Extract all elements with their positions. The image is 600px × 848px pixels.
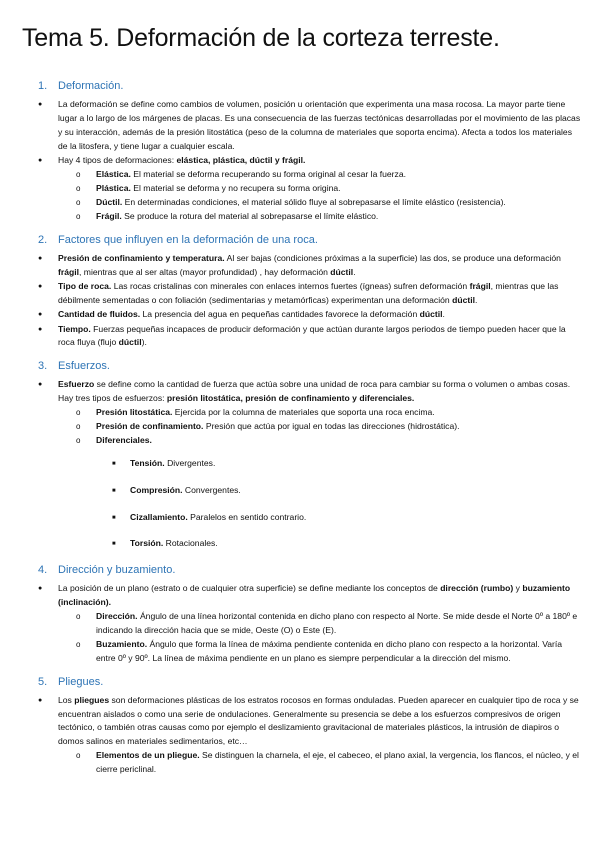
bold-text: dúctil xyxy=(419,308,443,319)
circle-bullet-icon xyxy=(76,182,96,196)
definition: En determinadas condiciones, el material sólido fluye al sobrepasarse el límite elástico (resistencia). xyxy=(122,197,506,208)
bullet-icon xyxy=(38,98,58,154)
text: La presencia del agua en pequeñas cantidades favorece la deformación xyxy=(140,308,420,319)
sub-list-item xyxy=(38,749,583,777)
text: Hay 4 tipos de deformaciones: xyxy=(58,154,177,165)
list-item xyxy=(38,378,583,406)
bullet-icon xyxy=(38,280,58,308)
sub-list-item xyxy=(38,182,583,196)
bold-text: elástica, plástica, dúctil y frágil. xyxy=(176,154,306,165)
circle-bullet-icon xyxy=(76,610,96,638)
text: Las rocas cristalinas con minerales con enlaces internos fuertes (ígneas) sufren deformación xyxy=(111,280,470,291)
circle-bullet-icon xyxy=(76,168,96,182)
circle-bullet-icon xyxy=(76,196,96,210)
text: . xyxy=(475,294,478,305)
section-number: 4. xyxy=(38,564,48,577)
definition: El material se deforma recuperando su forma original al cesar la fuerza. xyxy=(130,169,407,180)
section-title: Esfuerzos. xyxy=(58,360,110,373)
bold-text: frágil xyxy=(58,266,80,277)
section-number: 3. xyxy=(38,360,48,373)
sub-list-item xyxy=(38,610,583,638)
text: Al ser bajas (condiciones próximas a la superficie) las dos, se produce una deformación xyxy=(224,252,561,263)
list-item xyxy=(38,694,583,750)
term: Dirección. xyxy=(96,611,138,622)
term: Presión de confinamiento. xyxy=(96,420,204,431)
section-heading-direccion xyxy=(38,564,583,578)
term: Torsión. xyxy=(130,538,164,549)
section-heading-esfuerzos xyxy=(38,360,583,374)
definition: Rotacionales. xyxy=(163,538,218,549)
bold-text: buzamiento (inclinación). xyxy=(58,583,571,608)
square-bullet-icon xyxy=(112,511,130,527)
list-item xyxy=(38,280,583,308)
bold-text: pliegues xyxy=(74,694,110,705)
term: Frágil. xyxy=(96,211,122,222)
term: Compresión. xyxy=(130,484,183,495)
term: Esfuerzo xyxy=(58,379,95,390)
bold-text: dúctil xyxy=(330,266,354,277)
document-body xyxy=(38,80,583,777)
definition: Divergentes. xyxy=(164,457,216,468)
bullet-icon xyxy=(38,378,58,406)
definition: El material se deforma y no recupera su forma origina. xyxy=(130,183,341,194)
term: Elástica. xyxy=(96,169,131,180)
bold-text: frágil xyxy=(469,280,491,291)
section-heading-pliegues xyxy=(38,676,583,690)
sub-sub-list-item xyxy=(38,537,583,553)
bullet-icon xyxy=(38,323,58,351)
sub-list-item xyxy=(38,168,583,182)
section-heading-factores xyxy=(38,234,583,248)
list-item xyxy=(38,582,583,610)
text: La posición de un plano (estrato o de cualquier otra superficie) se define mediante los conceptos de xyxy=(58,583,441,594)
term: Presión de confinamiento y temperatura. xyxy=(58,252,225,263)
definition: Paralelos en sentido contrario. xyxy=(187,511,307,522)
definition: Presión que actúa por igual en todas las direcciones (hidrostática). xyxy=(203,420,460,431)
definition: Convergentes. xyxy=(182,484,241,495)
bold-text: dúctil xyxy=(452,294,476,305)
list-item xyxy=(38,252,583,280)
circle-bullet-icon xyxy=(76,210,96,224)
section-title: Deformación. xyxy=(58,80,124,92)
section-title: Pliegues. xyxy=(58,675,104,688)
list-item xyxy=(38,323,583,351)
circle-bullet-icon xyxy=(76,434,96,448)
sub-list-item xyxy=(38,420,583,434)
paragraph: La deformación se define como cambios de volumen, posición u orientación que experimenta una masa rocosa. La mayor parte tiene lugar a lo largo de los márgenes de placas. Es una consecuencia de las fuerzas tectónicas desarrolladas por el movimiento de las placas y su interacción, además de la presión litostática (peso de la columna de materiales que soporta encima). Afecta a todos los materiales de la litosfera, y tiene lugar a cualquier escala. xyxy=(58,98,581,151)
text: Fuerzas pequeñas incapaces de producir deformación y que actúan durante largos periodos de tiempo pueden hacer que la roca fluya (flujo xyxy=(58,323,566,348)
sub-list-item xyxy=(38,638,583,666)
term: Cantidad de fluidos. xyxy=(58,308,141,319)
list-item xyxy=(38,98,583,154)
text: ). xyxy=(141,337,147,348)
term: Tiempo. xyxy=(58,323,91,334)
term: Buzamiento. xyxy=(96,638,148,649)
definition: Se produce la rotura del material al sobrepasarse el límite elástico. xyxy=(121,211,379,222)
square-bullet-icon xyxy=(112,484,130,500)
bullet-icon xyxy=(38,252,58,280)
term: Cizallamiento. xyxy=(130,511,188,522)
section-title: Factores que influyen en la deformación de una roca. xyxy=(58,234,318,247)
circle-bullet-icon xyxy=(76,749,96,777)
sub-list-item xyxy=(38,210,583,224)
term: Plástica. xyxy=(96,183,131,194)
text: Los xyxy=(58,694,75,705)
sub-list-item xyxy=(38,196,583,210)
section-number: 1. xyxy=(38,80,48,92)
list-item xyxy=(38,308,583,323)
definition: Ángulo de una línea horizontal contenida en dicho plano con respecto al Norte. Se mide desde el Norte 0º a 180º e indicando la dirección hacia que se mide, Oeste (O) o Este (E). xyxy=(96,611,578,635)
term: Tipo de roca. xyxy=(58,280,112,291)
definition: Se distinguen la charnela, el eje, el cabeceo, el plano axial, la vergencia, los flancos, el núcleo, y el cierre periclinal. xyxy=(96,750,579,775)
term: Presión litostática. xyxy=(96,407,173,418)
circle-bullet-icon xyxy=(76,406,96,420)
bold-text: dúctil xyxy=(118,337,142,348)
definition: Ángulo que forma la línea de máxima pendiente contenida en dicho plano con respecto a la horizontal. Varía entre 0º y 90º. La línea de máxima pendiente en un plano es siempre perpendicular a la dirección del mismo. xyxy=(96,638,563,663)
term: Diferenciales. xyxy=(96,434,152,445)
bullet-icon xyxy=(38,582,58,610)
page-title: Tema 5. Deformación de la corteza terreste. xyxy=(22,24,500,52)
section-number: 5. xyxy=(38,675,48,688)
sub-list-item xyxy=(38,406,583,420)
text: . xyxy=(353,266,356,277)
bullet-icon xyxy=(38,154,58,169)
term: Tensión. xyxy=(130,457,165,468)
section-heading-deformacion xyxy=(38,80,583,94)
text: , mientras que al ser altas (mayor profundidad) , hay deformación xyxy=(79,266,331,277)
text: son deformaciones plásticas de los estratos rocosos en formas onduladas. Pueden aparecer en cualquier tipo de roca y se encuentran aislados o como una serie de ondulaciones. Generalmente su presencia se debe a los esfuerzos compresivos de origen tectónico, o también otras causas como por ejemplo el deslizamiento gravitacional de materiales plásticos, la intrusión de diapiros o domos salinos en materiales sedimentarios, etc… xyxy=(58,694,579,747)
text: y xyxy=(513,583,523,594)
list-item xyxy=(38,154,583,169)
text: se define como la cantidad de fuerza que actúa sobre una unidad de roca para cambiar su forma o volumen o ambas cosas. Hay tres tipos de esfuerzos: xyxy=(58,379,571,404)
term: Dúctil. xyxy=(96,197,123,208)
circle-bullet-icon xyxy=(76,420,96,434)
sub-sub-list-item xyxy=(38,457,583,473)
sub-sub-list-item xyxy=(38,484,583,500)
sub-sub-list-item xyxy=(38,511,583,527)
circle-bullet-icon xyxy=(76,638,96,666)
sub-list-item xyxy=(38,434,583,448)
section-title: Dirección y buzamiento. xyxy=(58,564,176,577)
term: Elementos de un pliegue. xyxy=(96,750,200,761)
section-number: 2. xyxy=(38,234,48,247)
bold-text: dirección (rumbo) xyxy=(440,583,514,594)
square-bullet-icon xyxy=(112,457,130,473)
bullet-icon xyxy=(38,694,58,750)
text: , mientras que las débilmente sementadas o con foliación (sedimentarias y metamórficas) experimentan una deformación xyxy=(58,280,559,305)
bullet-icon xyxy=(38,308,58,323)
square-bullet-icon xyxy=(112,537,130,553)
bold-text: presión litostática, presión de confinamiento y diferenciales. xyxy=(166,393,415,404)
text: . xyxy=(442,308,445,319)
definition: Ejercida por la columna de materiales que soporta una roca encima. xyxy=(172,407,435,418)
